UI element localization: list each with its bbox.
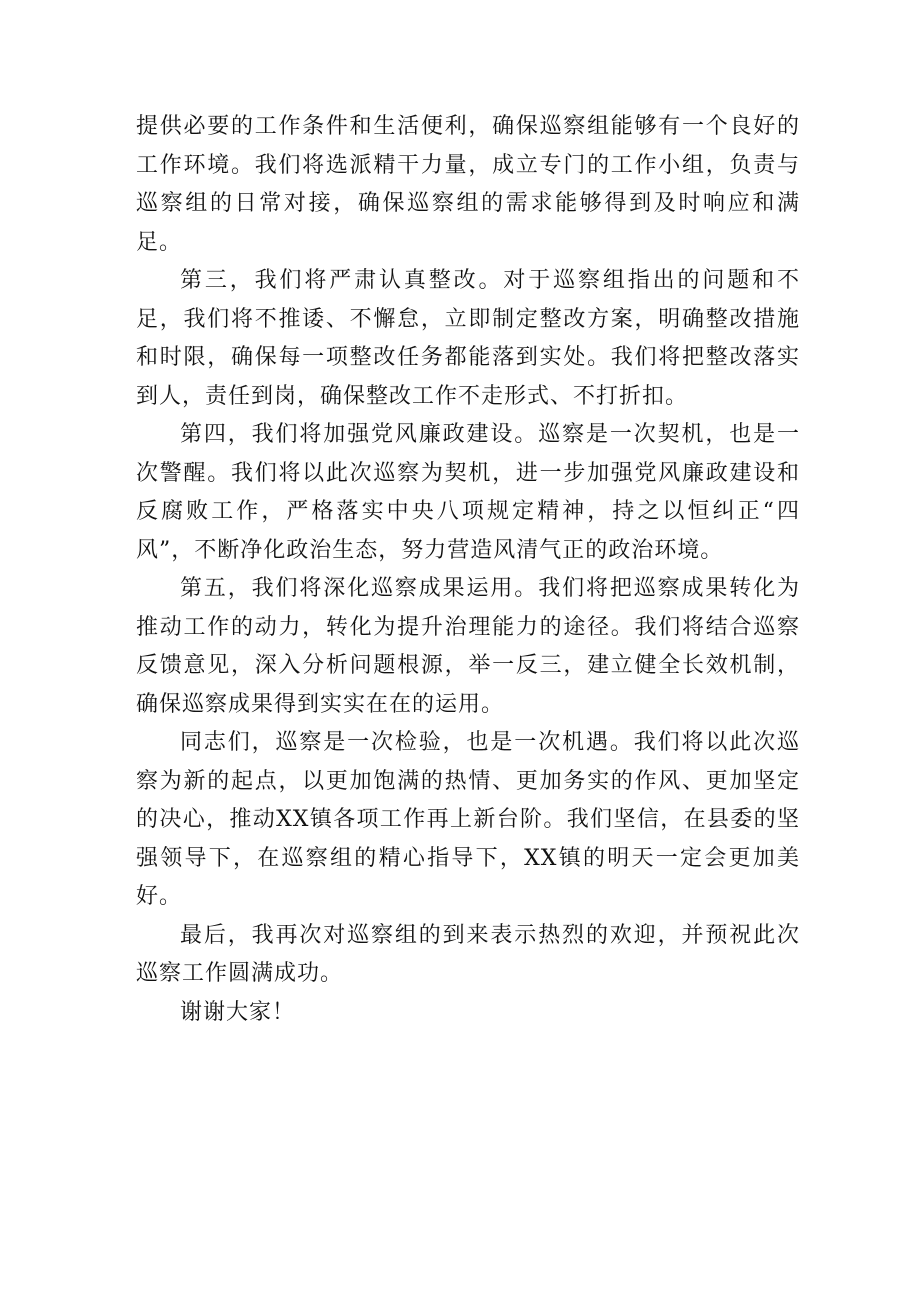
paragraph-fifth-point: 第五，我们将深化巡察成果运用。我们将把巡察成果转化为推动工作的动力，转化为提升治理能力的途径。我们将结合巡察反馈意见，深入分析问题根源，举一反三，建立健全长效机制，确保巡察成果得到实实在在的运用。: [136, 576, 800, 717]
paragraph-continued: 提供必要的工作条件和生活便利，确保巡察组能够有一个良好的工作环境。我们将选派精干力量，成立专门的工作小组，负责与巡察组的日常对接，确保巡察组的需求能够得到及时响应和满足。: [136, 114, 800, 255]
paragraph-thanks: 谢谢大家！: [180, 999, 296, 1025]
paragraph-third-point: 第三，我们将严肃认真整改。对于巡察组指出的问题和不足，我们将不推诿、不懈怠，立即制定整改方案，明确整改措施和时限，确保每一项整改任务都能落到实处。我们将把整改落实到人，责任到岗，确保整改工作不走形式、不打折扣。: [136, 268, 800, 409]
document-body: [136, 108, 800, 1032]
paragraph-comrades: 同志们，巡察是一次检验，也是一次机遇。我们将以此次巡察为新的起点，以更加饱满的热情、更加务实的作风、更加坚定的决心，推动XX镇各项工作再上新台阶。我们坚信，在县委的坚强领导下，在巡察组的精心指导下，XX镇的明天一定会更加美好。: [136, 730, 800, 909]
paragraph-closing: 最后，我再次对巡察组的到来表示热烈的欢迎，并预祝此次巡察工作圆满成功。: [136, 922, 800, 986]
paragraph-fourth-point: 第四，我们将加强党风廉政建设。巡察是一次契机，也是一次警醒。我们将以此次巡察为契机，进一步加强党风廉政建设和反腐败工作，严格落实中央八项规定精神，持之以恒纠正“四风”，不断净化政治生态，努力营造风清气正的政治环境。: [136, 422, 800, 563]
